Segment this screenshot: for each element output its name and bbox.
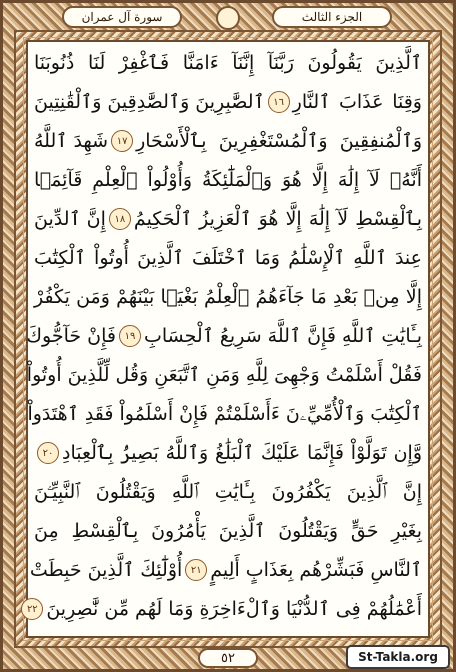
- verse-line: [26, 590, 422, 628]
- watermark-text: St-Takla.org: [358, 650, 438, 664]
- verse-line: [34, 434, 422, 472]
- ayah-number-marker: ١٨: [109, 208, 131, 230]
- juz-header: [272, 6, 392, 28]
- ayah-number-marker: ٢١: [185, 559, 207, 581]
- verse-line: [29, 551, 422, 589]
- ayah-number-marker: ١٦: [268, 91, 290, 113]
- verse-text: ٱلَّذِينَ يَقُولُونَ رَبَّنَآ إِنَّنَآ ءَامَنَّا فَٱغْفِرْ لَنَا ذُنُوبَنَا: [34, 52, 422, 74]
- verse-lines: [26, 44, 422, 634]
- ayah-number-marker: ١٩: [119, 325, 141, 347]
- verse-line: [34, 200, 422, 238]
- page-number: [198, 648, 258, 668]
- verse-line: [34, 278, 422, 316]
- verse-line: [27, 395, 422, 433]
- verse-line: [34, 161, 422, 199]
- verse-text: ٱلصَّٰبِرِينَ وَٱلصَّٰدِقِينَ وَٱلْقَٰنِتِينَ: [34, 91, 265, 113]
- verse-text: فَقُلْ أَسْلَمْتُ وَجْهِىَ لِلَّهِ وَمَنِ ٱتَّبَعَنِ وَقُل لِّلَّذِينَ أُوتُواْ: [26, 364, 422, 386]
- verse-text: وَٱلْمُنفِقِينَ وَٱلْمُسْتَغْفِرِينَ بِٱلْأَسْحَارِ: [136, 130, 422, 152]
- verse-line: [34, 122, 422, 160]
- verse-line: [34, 512, 422, 550]
- verse-line: [34, 239, 422, 277]
- ayah-number-marker: ٢٢: [21, 598, 43, 620]
- verse-line: [34, 473, 422, 511]
- verse-text: إِنَّ ٱلدِّينَ: [34, 208, 106, 230]
- header-medallion-icon: [216, 6, 240, 30]
- surah-name-header: [62, 6, 182, 28]
- verse-text: ٱلنَّاسِ فَبَشِّرْهُم بِعَذَابٍ أَلِيمٍ: [210, 559, 422, 581]
- verse-line: [26, 317, 422, 355]
- verse-text: إِلَّا مِنۢ بَعْدِ مَا جَآءَهُمُ ٱلْعِلْمُ بَغْيَۢا بَيْنَهُمْ وَمَن يَكْفُرْ: [34, 286, 422, 308]
- ayah-number-marker: ٢٠: [37, 442, 59, 464]
- verse-text: أُوْلَٰٓئِكَ ٱلَّذِينَ حَبِطَتْ: [29, 559, 183, 581]
- verse-text: أَعْمَٰلُهُمْ فِى ٱلدُّنْيَا وَٱلْءَاخِرَةِ وَمَا لَهُم مِّن نَّٰصِرِينَ: [46, 598, 422, 620]
- verse-text: وَقِنَا عَذَابَ ٱلنَّارِ: [292, 91, 422, 113]
- page-number-text: ٥٢: [221, 650, 235, 666]
- verse-text: بِـَٔايَٰتِ ٱللَّهِ فَإِنَّ ٱللَّهَ سَرِيعُ ٱلْحِسَابِ: [143, 325, 422, 347]
- verse-text: عِندَ ٱللَّهِ ٱلْإِسْلَٰمُ وَمَا ٱخْتَلَفَ ٱلَّذِينَ أُوتُواْ ٱلْكِتَٰبَ: [34, 247, 422, 269]
- verse-text: شَهِدَ ٱللَّهُ: [34, 130, 109, 152]
- verse-text: بِٱلْقِسْطِ لَآ إِلَٰهَ إِلَّا هُوَ ٱلْعَزِيزُ ٱلْحَكِيمُ: [133, 208, 422, 230]
- verse-text: إِنَّ ٱلَّذِينَ يَكْفُرُونَ بِـَٔايَٰتِ ٱللَّهِ وَيَقْتُلُونَ ٱلنَّبِيِّـۧنَ: [34, 481, 422, 503]
- verse-text: ٱلْكِتَٰبَ وَٱلْأُمِّيِّۦنَ ءَأَسْلَمْتُمْ فَإِنْ أَسْلَمُواْ فَقَدِ ٱهْتَدَواْ: [27, 403, 422, 425]
- juz-name: الجزء الثالث: [301, 10, 363, 24]
- verse-text: فَإِنْ حَآجُّوكَ: [26, 325, 116, 347]
- verse-line: [26, 356, 422, 394]
- verse-line: [34, 44, 422, 82]
- verse-text: بِغَيْرِ حَقٍّ وَيَقْتُلُونَ ٱلَّذِينَ يَأْمُرُونَ بِٱلْقِسْطِ مِنَ: [34, 520, 422, 542]
- ayah-number-marker: ١٧: [111, 130, 133, 152]
- verse-text: وَّإِن تَوَلَّوْاْ فَإِنَّمَا عَلَيْكَ ٱلْبَلَٰغُ وَٱللَّهُ بَصِيرُۢ بِٱلْعِبَادِ: [62, 442, 422, 464]
- verse-text: أَنَّهُۥ لَآ إِلَٰهَ إِلَّا هُوَ وَٱلْمَلَٰٓئِكَةُ وَأُوْلُواْ ٱلْعِلْمِ قَآئِمَۢا: [34, 169, 422, 191]
- surah-name: سورة آل عمران: [81, 10, 163, 24]
- verse-line: [34, 83, 422, 121]
- watermark-logo: [346, 645, 450, 669]
